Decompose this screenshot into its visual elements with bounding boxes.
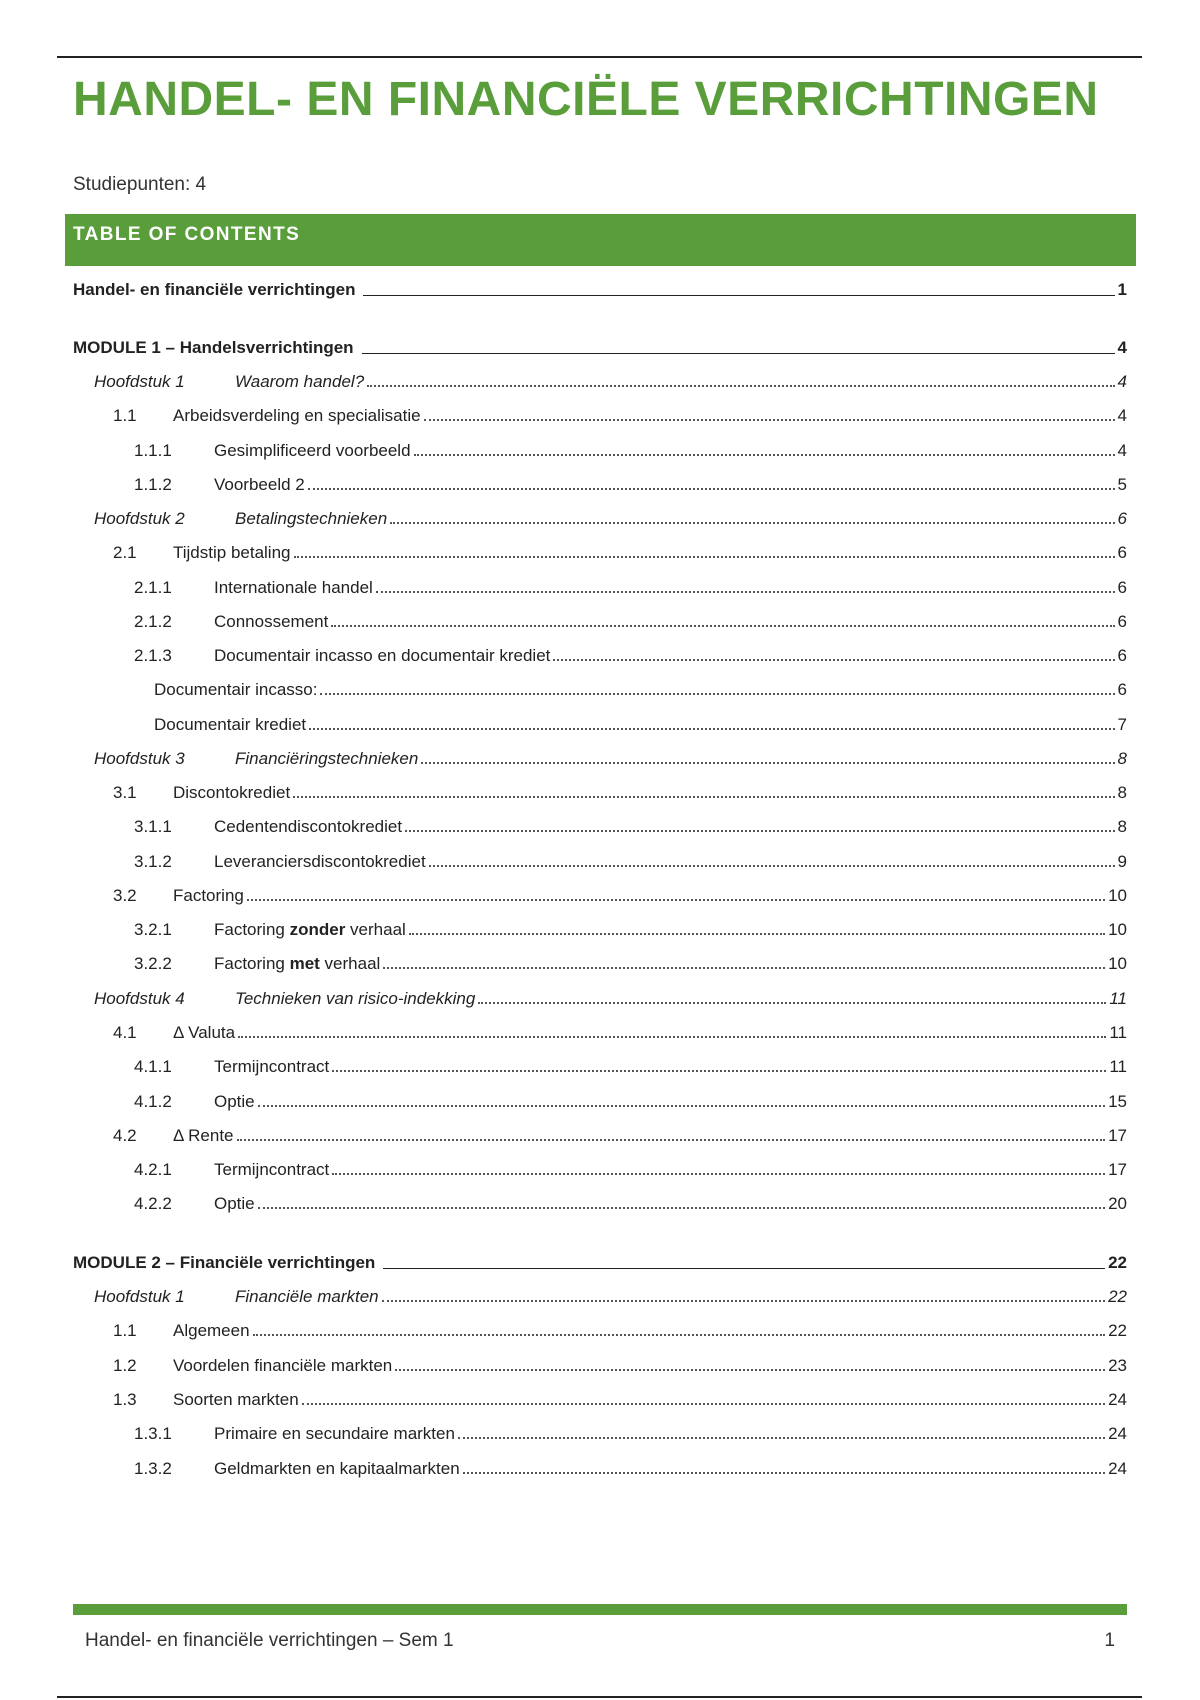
toc-entry-label: Voordelen financiële markten (173, 1356, 393, 1375)
toc-entry[interactable] (73, 1152, 1127, 1180)
toc-leader (302, 1403, 1105, 1405)
toc-entry-label-part: Factoring (214, 920, 290, 939)
toc-entry-page: 6 (1117, 509, 1127, 528)
toc-entry[interactable] (73, 398, 1127, 426)
bottom-rule (57, 1696, 1142, 1698)
toc-entry-label (214, 954, 380, 974)
toc-entry-label: Gesimplificeerd voorbeeld (214, 441, 411, 460)
footer-page-number: 1 (1104, 1630, 1115, 1651)
toc-leader (247, 899, 1105, 901)
toc-entry-number: 4.2.1 (134, 1160, 172, 1179)
document-title: HANDEL- EN FINANCIËLE VERRICHTINGEN (73, 73, 1099, 126)
toc-entry[interactable] (73, 1245, 1127, 1273)
toc-entry-number: 2.1.3 (134, 646, 172, 665)
toc-entry-number: 1.3.1 (134, 1424, 172, 1443)
toc-entry-number: 3.2 (113, 886, 137, 905)
toc-entry-page: 6 (1117, 612, 1127, 631)
toc-leader (238, 1036, 1106, 1038)
toc-entry-page: 4 (1117, 406, 1127, 425)
toc-entry-page: 10 (1108, 954, 1127, 973)
study-points: Studiepunten: 4 (73, 174, 207, 195)
toc-entry-label: Discontokrediet (173, 783, 291, 802)
toc-entry-number: 1.1 (113, 1321, 137, 1340)
toc-entry[interactable] (73, 433, 1127, 461)
toc-entry-label: Factoring (173, 886, 244, 905)
toc-entry-number: Hoofdstuk 2 (94, 509, 185, 528)
toc-entry[interactable] (73, 1118, 1127, 1146)
toc-entry[interactable] (73, 570, 1127, 598)
toc-entry[interactable] (73, 1279, 1127, 1307)
toc-entry[interactable] (73, 809, 1127, 837)
toc-entry-label: Tijdstip betaling (173, 543, 291, 562)
toc-entry-label: Δ Rente (173, 1126, 234, 1145)
toc-leader (405, 830, 1114, 832)
toc-entry-number: 3.1.2 (134, 852, 172, 871)
toc-entry-label: Connossement (214, 612, 329, 631)
toc-entry-number: 4.1.2 (134, 1092, 172, 1111)
toc-entry-label: Documentair incasso: (154, 680, 318, 699)
toc-leader (376, 591, 1115, 593)
toc-entry-label: Optie (214, 1092, 255, 1111)
toc-entry-page: 11 (1109, 989, 1127, 1008)
toc-entry-label: Betalingstechnieken (235, 509, 388, 528)
toc-entry-label-part: Factoring (214, 954, 290, 973)
toc-entry[interactable] (73, 981, 1127, 1009)
toc-entry[interactable] (73, 364, 1127, 392)
toc-leader (332, 1173, 1105, 1175)
toc-entry-page: 8 (1117, 783, 1127, 802)
toc-entry-label: Geldmarkten en kapitaalmarkten (214, 1459, 460, 1478)
toc-entry[interactable] (73, 1348, 1127, 1376)
toc-entry-page: 17 (1108, 1126, 1127, 1145)
toc-entry-label: Documentair krediet (154, 715, 307, 734)
toc-entry-number: Hoofdstuk 1 (94, 372, 185, 391)
toc-leader (463, 1472, 1105, 1474)
toc-leader (382, 1300, 1105, 1302)
toc-entry-label-part: verhaal (319, 954, 381, 973)
toc-entry-label: Financiële markten (235, 1287, 379, 1306)
toc-leader (237, 1139, 1106, 1141)
toc-entry-page: 8 (1117, 749, 1127, 768)
toc-leader (258, 1105, 1105, 1107)
toc-entry-label-emphasis: met (289, 954, 320, 973)
top-rule (57, 56, 1142, 58)
toc-entry-page: 1 (1117, 280, 1127, 299)
toc-entry-page: 4 (1117, 338, 1127, 357)
toc-entry[interactable] (73, 1313, 1127, 1341)
toc-entry-label: Cedentendiscontokrediet (214, 817, 403, 836)
toc-entry[interactable] (73, 775, 1127, 803)
toc-entry-label: Arbeidsverdeling en specialisatie (173, 406, 421, 425)
toc-entry-number: 1.1.1 (134, 441, 172, 460)
toc-entry-label-emphasis: zonder (289, 920, 346, 939)
toc-entry-page: 11 (1109, 1023, 1127, 1042)
toc-leader (293, 796, 1114, 798)
toc-entry-number: 1.3.2 (134, 1459, 172, 1478)
toc-entry-page: 7 (1117, 715, 1127, 734)
toc-entry-label: Leveranciersdiscontokrediet (214, 852, 426, 871)
toc-entry-page: 6 (1117, 543, 1127, 562)
toc-entry-page: 24 (1108, 1390, 1127, 1409)
toc-entry-number: 1.3 (113, 1390, 137, 1409)
toc-entry[interactable] (73, 1049, 1127, 1077)
footer-bar (73, 1604, 1127, 1615)
toc-entry-number: 3.1.1 (134, 817, 172, 836)
toc-entry-page: 9 (1117, 852, 1127, 871)
toc-entry[interactable] (73, 878, 1127, 906)
toc-entry-page: 6 (1117, 646, 1127, 665)
toc-leader (294, 556, 1115, 558)
toc-entry[interactable] (73, 1084, 1127, 1112)
toc-entry-label: Technieken van risico-indekking (235, 989, 476, 1008)
toc-entry[interactable] (73, 844, 1127, 872)
toc-entry-label-part: verhaal (345, 920, 406, 939)
toc-entry-label: Δ Valuta (173, 1023, 236, 1042)
toc-entry[interactable] (73, 1186, 1127, 1214)
toc-leader (308, 488, 1115, 490)
toc-entry-label: Algemeen (173, 1321, 250, 1340)
toc-entry-number: 1.1.2 (134, 475, 172, 494)
toc-entry-page: 4 (1117, 372, 1127, 391)
toc-leader (367, 385, 1114, 387)
toc-entry[interactable] (73, 272, 1127, 300)
toc-entry-page: 17 (1108, 1160, 1127, 1179)
toc-entry[interactable] (73, 741, 1127, 769)
toc-entry[interactable] (73, 946, 1127, 974)
toc-entry[interactable] (73, 604, 1127, 632)
toc-entry-label: Financiëringstechnieken (235, 749, 419, 768)
toc-entry-number: 4.1.1 (134, 1057, 172, 1076)
toc-entry[interactable] (73, 1382, 1127, 1410)
toc-entry-page: 10 (1108, 920, 1127, 939)
toc-entry-page: 5 (1117, 475, 1127, 494)
toc-entry-label: Termijncontract (214, 1160, 330, 1179)
toc-entry-label: Optie (214, 1194, 255, 1213)
toc-leader (362, 353, 1115, 354)
toc-entry-label: Waarom handel? (235, 372, 365, 391)
toc-entry-number: 4.2 (113, 1126, 137, 1145)
toc-leader (458, 1437, 1105, 1439)
toc-entry[interactable] (73, 912, 1127, 940)
toc-entry-label: Documentair incasso en documentair krediet (214, 646, 551, 665)
toc-leader (383, 967, 1105, 969)
toc-entry-number: 1.1 (113, 406, 137, 425)
toc-entry-page: 22 (1108, 1253, 1127, 1272)
toc-entry-page: 11 (1109, 1057, 1127, 1076)
toc-entry[interactable] (73, 638, 1127, 666)
toc-entry[interactable] (73, 672, 1127, 700)
toc-leader (414, 454, 1115, 456)
toc-entry-number: Hoofdstuk 4 (94, 989, 185, 1008)
toc-entry-page: 6 (1117, 680, 1127, 699)
toc-leader (553, 659, 1114, 661)
toc-entry-number: 2.1 (113, 543, 137, 562)
toc-leader (421, 762, 1114, 764)
toc-entry-page: 24 (1108, 1424, 1127, 1443)
toc-entry-page: 10 (1108, 886, 1127, 905)
toc-banner (65, 214, 1136, 266)
toc-leader (395, 1369, 1105, 1371)
toc-entry-label: Handel- en financiële verrichtingen (73, 280, 356, 299)
toc-entry-page: 20 (1108, 1194, 1127, 1213)
toc-entry[interactable] (73, 501, 1127, 529)
toc-leader (332, 1070, 1106, 1072)
toc-entry-page: 24 (1108, 1459, 1127, 1478)
toc-entry-label: Voorbeeld 2 (214, 475, 305, 494)
toc-entry-label: Soorten markten (173, 1390, 299, 1409)
toc-entry-page: 23 (1108, 1356, 1127, 1375)
toc-leader (331, 625, 1114, 627)
toc-entry[interactable] (73, 1416, 1127, 1444)
toc-entry-label: Internationale handel (214, 578, 373, 597)
toc-entry[interactable] (73, 1451, 1127, 1479)
toc-entry-label: Primaire en secundaire markten (214, 1424, 455, 1443)
toc-leader (258, 1207, 1105, 1209)
toc-entry-number: 3.2.1 (134, 920, 172, 939)
toc-entry-number: 4.1 (113, 1023, 137, 1042)
toc-entry[interactable] (73, 467, 1127, 495)
toc-leader (424, 419, 1115, 421)
toc-entry-number: 2.1.1 (134, 578, 172, 597)
toc-entry-page: 22 (1108, 1287, 1127, 1306)
toc-entry-number: 1.2 (113, 1356, 137, 1375)
toc-leader (320, 693, 1114, 695)
toc-entry[interactable] (73, 707, 1127, 735)
toc-leader (429, 865, 1115, 867)
toc-entry[interactable] (73, 330, 1127, 358)
toc-entry-number: 4.2.2 (134, 1194, 172, 1213)
toc-entry-label: MODULE 1 – Handelsverrichtingen (73, 338, 354, 357)
toc-entry-label (214, 920, 406, 940)
toc-entry-page: 6 (1117, 578, 1127, 597)
toc-entry-page: 22 (1108, 1321, 1127, 1340)
toc-heading: TABLE OF CONTENTS (73, 224, 301, 245)
toc-leader (253, 1334, 1106, 1336)
toc-leader (390, 522, 1114, 524)
toc-entry-page: 15 (1108, 1092, 1127, 1111)
toc-entry-label: MODULE 2 – Financiële verrichtingen (73, 1253, 376, 1272)
toc-entry-number: Hoofdstuk 1 (94, 1287, 185, 1306)
toc-entry[interactable] (73, 535, 1127, 563)
toc-leader (478, 1002, 1106, 1004)
toc-entry-number: 3.1 (113, 783, 137, 802)
toc-leader (383, 1268, 1105, 1269)
toc-leader (309, 728, 1114, 730)
toc-leader (363, 295, 1114, 296)
toc-entry-label: Termijncontract (214, 1057, 330, 1076)
toc-entry-page: 4 (1117, 441, 1127, 460)
toc-entry-number: 2.1.2 (134, 612, 172, 631)
toc-leader (409, 933, 1105, 935)
toc-entry-page: 8 (1117, 817, 1127, 836)
toc-entry[interactable] (73, 1015, 1127, 1043)
footer-text: Handel- en financiële verrichtingen – Sem 1 (85, 1630, 454, 1651)
toc-entry-number: 3.2.2 (134, 954, 172, 973)
toc-entry-number: Hoofdstuk 3 (94, 749, 185, 768)
